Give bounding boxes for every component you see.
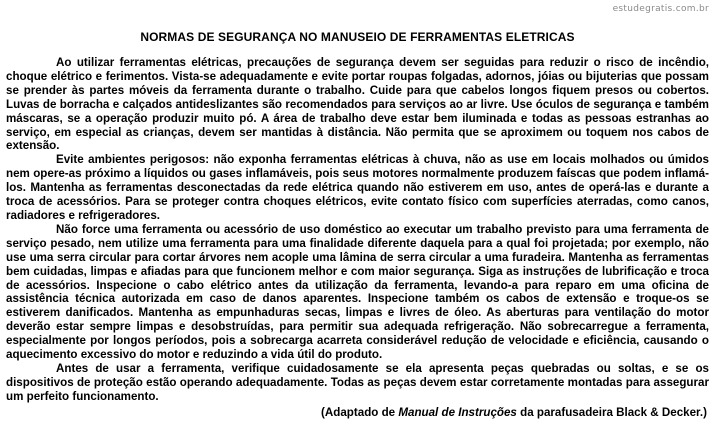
paragraph-2: Evite ambientes perigosos: não exponha ferramentas elétricas à chuva, não as use em locais molhados ou úmidos nem opere-as próximo a líquidos ou gases inflamáveis, pois seus motores normalmente produzem faíscas que podem inflamá-los. Mantenha as ferramentas desconectadas da rede elétrica quando não estiverem em uso, antes de operá-las e durante a troca de acessórios. Para se proteger contra choques elétricos, evite contato físico com superfícies aterradas, como canos, radiadores e refrigeradores.	[6, 153, 709, 222]
paragraph-4: Antes de usar a ferramenta, verifique cuidadosamente se ela apresenta peças quebradas ou soltas, e se os dispositivos de proteção estão operando adequadamente. Todas as peças devem estar corretamente montadas para assegurar um perfeito funcionamento.	[6, 361, 709, 403]
document-title: NORMAS DE SEGURANÇA NO MANUSEIO DE FERRAMENTAS ELETRICAS	[140, 30, 575, 44]
source-suffix: da parafusadeira Black & Decker.)	[516, 405, 707, 419]
source-citation	[6, 406, 707, 420]
paragraph-1: Ao utilizar ferramentas elétricas, precauções de segurança devem ser seguidas para reduzir o risco de incêndio, choque elétrico e ferimentos. Vista-se adequadamente e evite portar roupas folgadas, adornos, jóias ou bijuterias que possam se prender às partes móveis da ferramenta durante o trabalho. Cuide para que cabelos longos fiquem presos ou cobertos. Luvas de borracha e calçados antideslizantes são recomendados para serviços ao ar livre. Use óculos de segurança e também máscaras, se a operação produzir muito pó. A área de trabalho deve estar bem iluminada e todas as pessoas estranhas ao serviço, em especial as crianças, devem ser mantidas à distância. Não permita que se aproximem ou toquem nos cabos de extensão.	[6, 56, 709, 153]
document-page	[6, 30, 709, 420]
paragraph-3: Não force uma ferramenta ou acessório de uso doméstico ao executar um trabalho previsto para uma ferramenta de serviço pesado, nem utilize uma ferramenta para uma finalidade diferente daquela para a qual foi projetada; por exemplo, não use uma serra circular para cortar árvores nem acople uma lâmina de serra circular a uma furadeira. Mantenha as ferramentas bem cuidadas, limpas e afiadas para que funcionem melhor e com maior segurança. Siga as instruções de lubrificação e troca de acessórios. Inspecione o cabo elétrico antes da utilização da ferramenta, levando-a para reparo em uma oficina de assistência técnica autorizada em caso de danos aparentes. Inspecione também os cabos de extensão e troque-os se estiverem danificados. Mantenha as empunhaduras secas, limpas e livres de óleo. As aberturas para ventilação do motor deverão estar sempre limpas e desobstruídas, para permitir sua adequada refrigeração. Não sobrecarregue a ferramenta, especialmente por longos períodos, pois a sobrecarga acarreta considerável redução de velocidade e eficiência, causando o aquecimento excessivo do motor e reduzindo a vida útil do produto.	[6, 222, 709, 362]
site-watermark: estudegratis.com.br	[612, 4, 709, 14]
source-prefix: (Adaptado de	[321, 405, 399, 419]
source-work-title: Manual de Instruções	[398, 405, 517, 419]
